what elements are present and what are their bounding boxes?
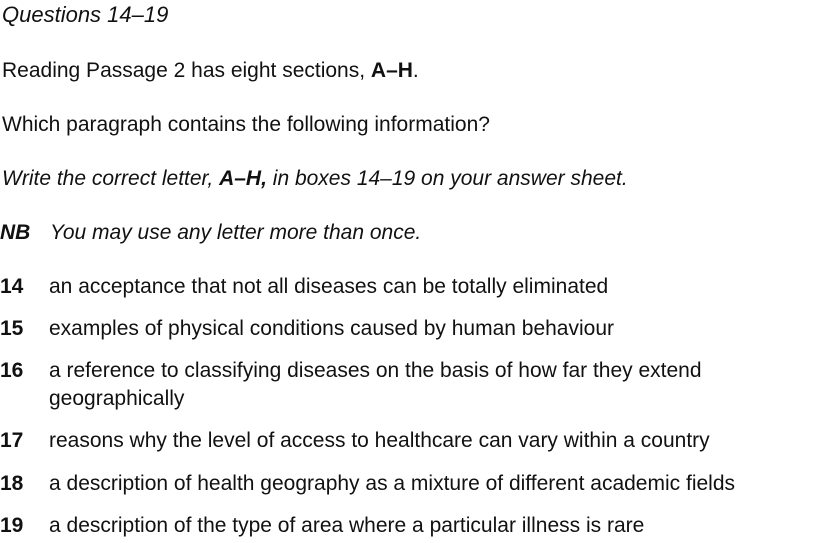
intro-range: A–H [370,59,413,82]
question-text: an acceptance that not all diseases can be totally eliminated [49,275,609,298]
intro-suffix: . [412,59,419,82]
question-number: 17 [0,429,24,452]
section-title: Questions 14–19 [2,2,169,27]
nb-text: You may use any letter more than once. [50,221,422,244]
question-text: a reference to classifying diseases on the basis of how far they extend geographically [49,359,702,410]
nb-line [0,220,421,245]
intro-prefix: Reading Passage 2 has eight sections, [2,59,371,82]
question-number: 19 [0,514,24,537]
nb-label: NB [0,221,31,244]
instruction-suffix: in boxes 14–19 on your answer sheet. [266,167,628,190]
question-number: 15 [0,317,24,340]
instruction-line [2,166,628,191]
question-text: a description of the type of area where a particular illness is rare [49,514,645,537]
question-number: 18 [0,472,24,495]
question-text: reasons why the level of access to healthcare can vary within a country [49,429,710,452]
instruction-prefix: Write the correct letter, [2,167,220,190]
question-number: 16 [0,359,24,382]
intro-line [2,58,419,83]
question-number: 14 [0,275,24,298]
prompt-line: Which paragraph contains the following information? [2,113,490,136]
question-text: a description of health geography as a mixture of different academic fields [49,472,736,495]
question-text: examples of physical conditions caused by human behaviour [49,317,615,340]
instruction-range: A–H, [219,167,267,190]
